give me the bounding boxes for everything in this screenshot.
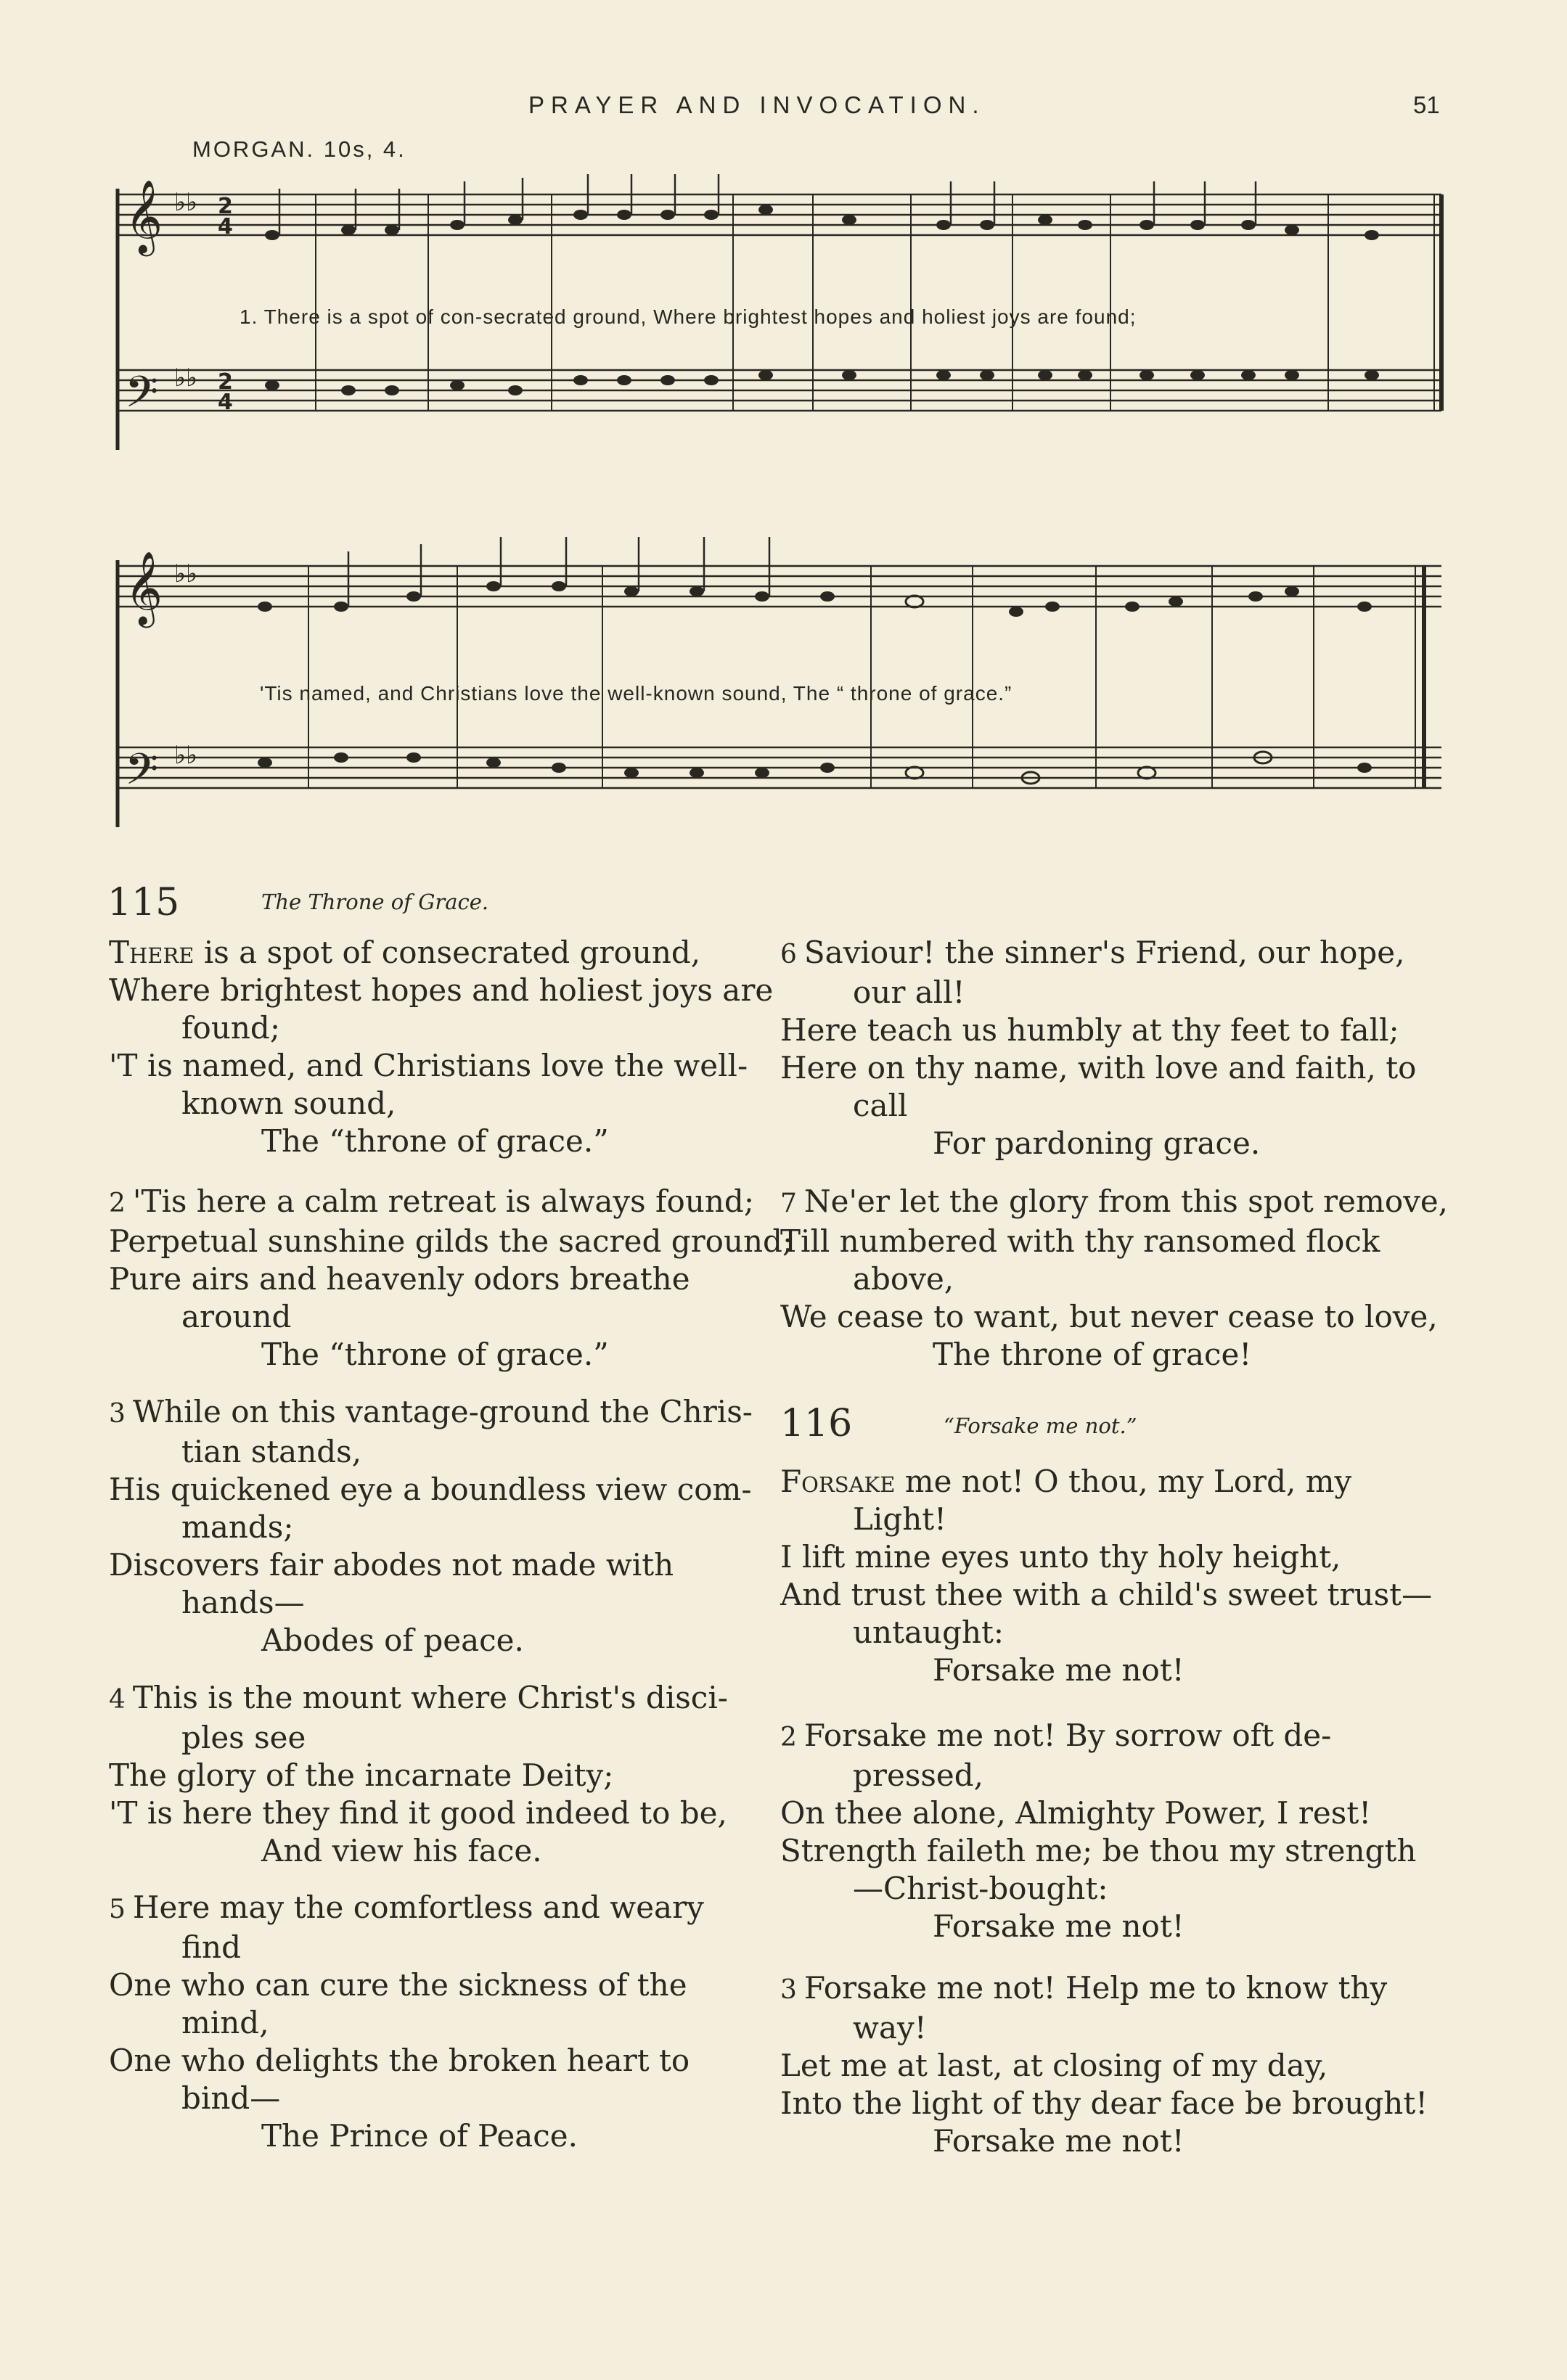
svg-text:4: 4 [218, 214, 233, 239]
svg-text:♭♭: ♭♭ [174, 188, 198, 217]
svg-text:♭♭: ♭♭ [174, 741, 198, 770]
staff-treble-2 [118, 566, 1441, 607]
svg-text:2: 2 [218, 194, 233, 219]
notes-system-1-bass [265, 370, 1379, 395]
svg-text:𝄢: 𝄢 [125, 366, 159, 427]
music-score [109, 160, 1452, 849]
hymn-115-verse-3: 3 While on this vantage-ground the Chris- tian stands, His quickened eye a boundless view com- mands; Discovers fair abodes not made with hands— Abodes of peace. [109, 1394, 753, 1658]
hymn-116-verse-3: 3 Forsake me not! Help me to know thy way! Let me at last, at closing of my day, Into the light of thy dear face be brought! Forsake me not! [780, 1970, 1428, 2159]
staff-bass-2 [118, 747, 1441, 788]
page-number: 51 [1413, 91, 1440, 118]
page-header [0, 86, 1567, 129]
hymn-115-verse-7: 7 Ne'er let the glory from this spot remove, Till numbered with thy ransomed flock above, We cease to want, but never cease to love, The throne of grace! [780, 1183, 1449, 1372]
hymn-115-verse-5: 5 Here may the comfortless and weary find One who can cure the sickness of the mind, One who delights the broken heart to bind— The Prince of Peace. [109, 1889, 704, 2154]
tune-name: MORGAN. 10s, 4. [192, 136, 406, 162]
running-title: PRAYER AND INVOCATION. [528, 91, 986, 118]
hymn-115-verse-2: 2 'Tis here a calm retreat is always found; Perpetual sunshine gilds the sacred ground; Pure airs and heavenly odors breathe around The “throne of grace.” [109, 1183, 793, 1372]
hymn-115-verse-6: 6 Saviour! the sinner's Friend, our hope, our all! Here teach us humbly at thy feet to fall; Here on thy name, with love and faith, to call For pardoning grace. [780, 935, 1417, 1161]
svg-text:♭♭: ♭♭ [174, 559, 198, 588]
svg-text:𝄢: 𝄢 [125, 744, 159, 805]
svg-text:2: 2 [218, 369, 233, 395]
svg-text:♭♭: ♭♭ [174, 364, 198, 393]
hymn-115-verse-1: There is a spot of consecrated ground, Where brightest hopes and holiest joys are found; 'T is named, and Christians love the well- known sound, The “throne of grace.” [109, 935, 774, 1159]
music-lyric-line-1: 1. There is a spot of con-secrated ground, Where brightest hopes and holiest joys are found; [240, 305, 1137, 328]
hymn-115-title: The Throne of Grace. [261, 890, 489, 914]
hymn-116-verse-1: Forsake me not! O thou, my Lord, my Light! I lift mine eyes unto thy holy height, And trust thee with a child's sweet trust— untaught: Forsake me not! [780, 1464, 1433, 1688]
hymn-115-verse-4: 4 This is the mount where Christ's disci- ples see The glory of the incarnate Deity; 'T is here they find it good indeed to be, And view his face. [109, 1680, 728, 1868]
hymn-116-verse-2: 2 Forsake me not! By sorrow oft de- pressed, On thee alone, Almighty Power, I rest! Strength faileth me; be thou my strength —Christ-bought: Forsake me not! [780, 1718, 1417, 1944]
svg-text:𝄞: 𝄞 [125, 178, 163, 253]
svg-text:𝄞: 𝄞 [125, 550, 163, 625]
hymn-116-number: 116 [780, 1402, 853, 1445]
hymn-116-title: “Forsake me not.” [944, 1413, 1137, 1438]
music-lyric-line-2: 'Tis named, and Christians love the well-known sound, The “ throne of grace.” [260, 682, 1012, 705]
svg-text:4: 4 [218, 390, 233, 415]
hymn-115-number: 115 [107, 881, 180, 924]
